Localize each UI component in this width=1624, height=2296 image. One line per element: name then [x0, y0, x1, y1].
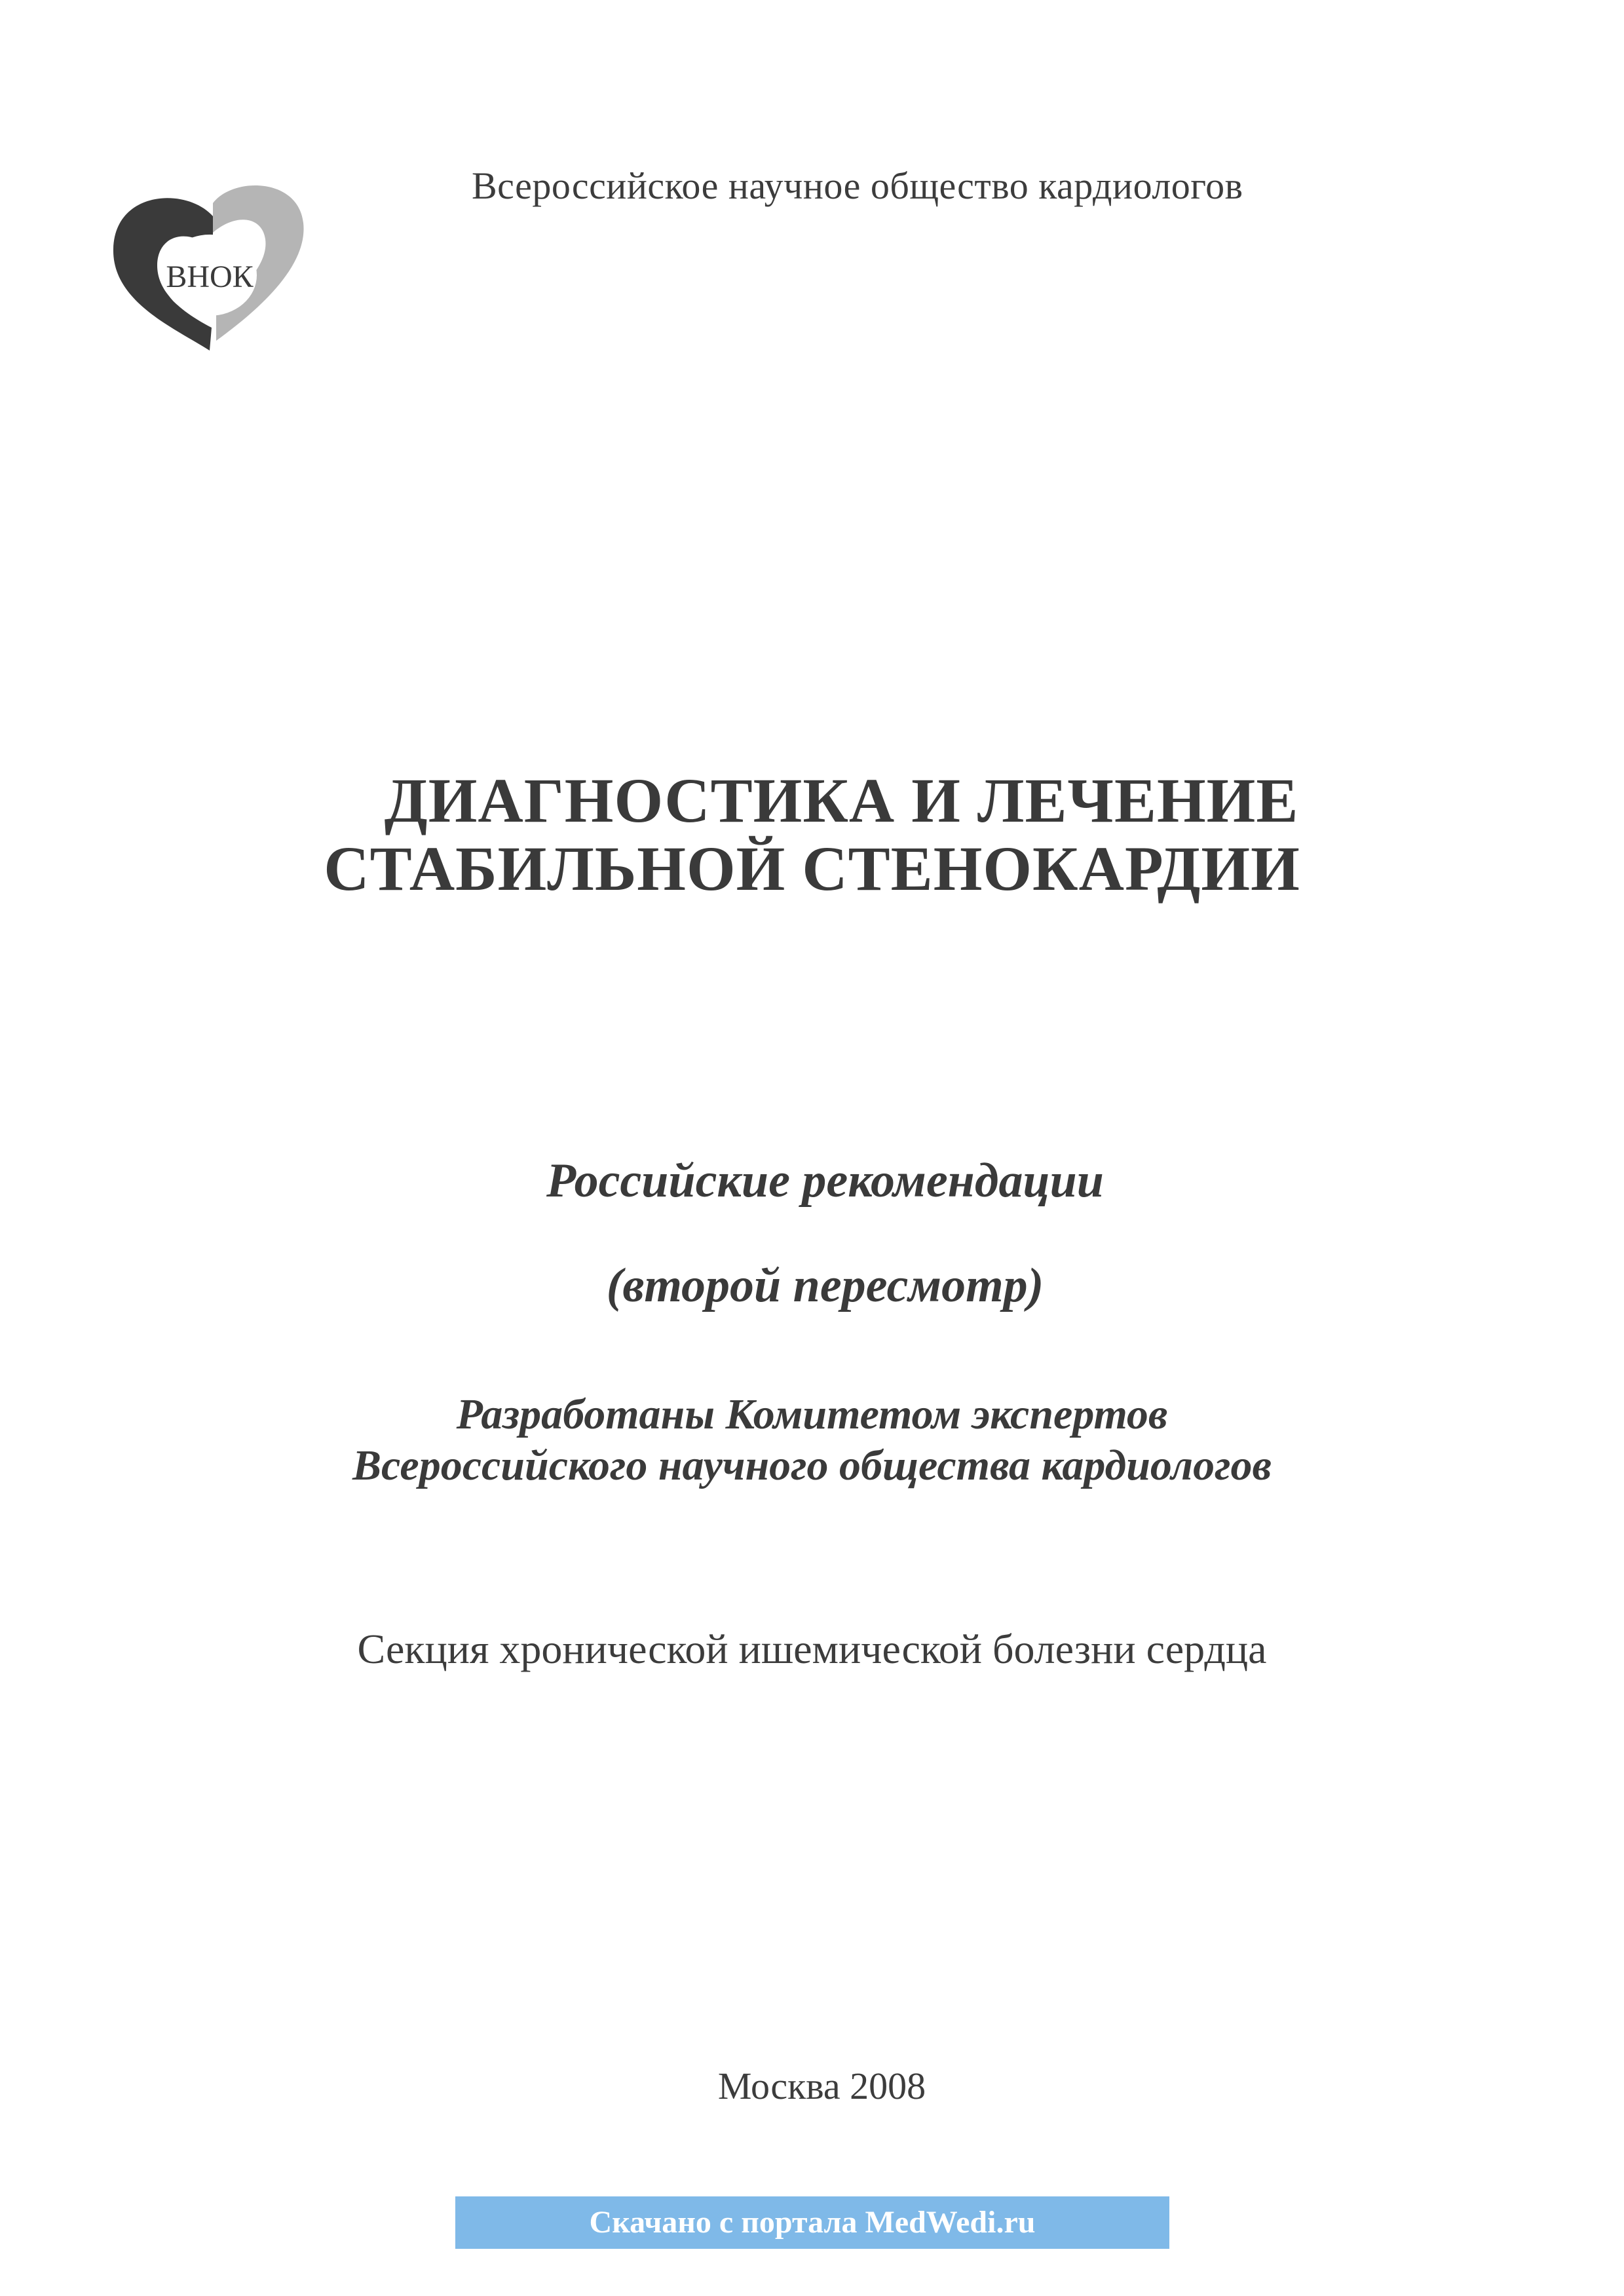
- title-line-2: СТАБИЛЬНОЙ СТЕНОКАРДИИ: [324, 833, 1300, 904]
- heart-logo-icon: [102, 177, 311, 354]
- section-name: Секция хронической ишемической болезни сердца: [357, 1626, 1267, 1672]
- developed-by: [0, 1389, 1624, 1491]
- subtitle-recommendations: Российские рекомендации: [546, 1154, 1104, 1208]
- logo-text: ВНОК: [166, 259, 254, 294]
- document-title: [0, 767, 1624, 903]
- imprint-place-year: Москва 2008: [717, 2065, 926, 2107]
- developed-by-line-2: Всероссийского научного общества кардиологов: [352, 1442, 1272, 1489]
- title-line-1: ДИАГНОСТИКА И ЛЕЧЕНИЕ: [384, 765, 1299, 835]
- vnok-logo: [102, 177, 311, 354]
- organization-name: Всероссийское научное общество кардиологов: [472, 164, 1243, 207]
- developed-by-line-1: Разработаны Комитетом экспертов: [456, 1390, 1168, 1438]
- subtitle-revision: (второй пересмотр): [606, 1259, 1044, 1312]
- download-watermark[interactable]: Скачано с портала MedWedi.ru: [455, 2196, 1169, 2249]
